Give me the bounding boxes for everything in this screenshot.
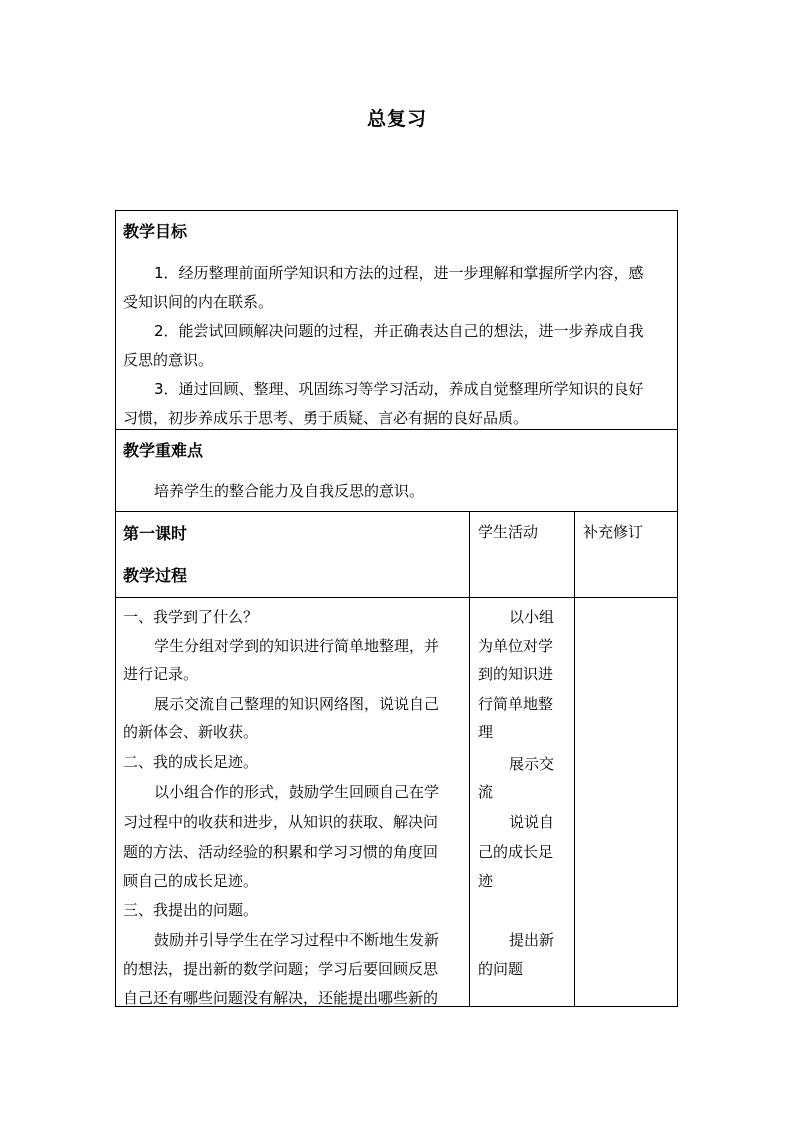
process-line: 进行记录。: [123, 665, 199, 683]
key-points-heading: 教学重难点: [123, 441, 204, 460]
objective-line: 反思的意识。: [123, 351, 214, 369]
revision-header: 补充修订: [583, 523, 644, 541]
row-divider: [115, 597, 678, 598]
objective-line: 受知识间的内在联系。: [123, 293, 274, 311]
column-divider: [469, 511, 470, 1007]
student-line: 说说自: [509, 813, 555, 831]
row-divider: [115, 429, 678, 430]
page-title: 总复习: [366, 108, 427, 130]
process-line: 展示交流自己整理的知识网络图，说说自己: [154, 695, 440, 713]
student-line: 以小组: [509, 608, 555, 626]
objectives-heading: 教学目标: [123, 222, 188, 241]
student-line: 为单位对学: [478, 637, 554, 655]
process-line: 以小组合作的形式，鼓励学生回顾自己在学: [154, 783, 440, 801]
student-line: 展示交: [509, 755, 555, 773]
student-line: 的问题: [478, 960, 524, 978]
process-line: 一、我学到了什么？: [123, 608, 259, 626]
process-line: 顾自己的成长足迹。: [123, 872, 259, 890]
key-points-text: 培养学生的整合能力及自我反思的意识。: [154, 482, 425, 500]
process-line: 自己还有哪些问题没有解决，还能提出哪些新的: [123, 989, 439, 1007]
student-line: 到的知识进: [478, 665, 554, 683]
objective-line: 1．经历整理前面所学知识和方法的过程，进一步理解和掌握所学内容，感: [154, 264, 644, 282]
student-line: 流: [478, 783, 494, 801]
student-line: 己的成长足: [478, 843, 554, 861]
student-line: 提出新: [509, 931, 555, 949]
process-line: 鼓励并引导学生在学习过程中不断地生发新: [154, 931, 440, 949]
process-heading: 教学过程: [123, 566, 188, 585]
period-label: 第一课时: [123, 524, 188, 543]
student-line: 迹: [478, 872, 494, 890]
process-line: 二、我的成长足迹。: [123, 753, 259, 771]
process-line: 三、我提出的问题。: [123, 901, 259, 919]
student-line: 行简单地整: [478, 695, 554, 713]
column-divider: [574, 511, 575, 1007]
objective-line: 3．通过回顾、整理、巩固练习等学习活动，养成自觉整理所学知识的良好: [154, 380, 644, 398]
process-line: 习过程中的收获和进步，从知识的获取、解决问: [123, 813, 439, 831]
objective-line: 习惯，初步养成乐于思考、勇于质疑、言必有据的良好品质。: [123, 409, 529, 427]
process-line: 题的方法、活动经验的积累和学习习惯的角度回: [123, 843, 439, 861]
objective-line: 2．能尝试回顾解决问题的过程，并正确表达自己的想法，进一步养成自我: [154, 322, 644, 340]
student-line: 理: [478, 723, 494, 741]
process-line: 学生分组对学到的知识进行简单地整理，并: [154, 637, 440, 655]
row-divider: [115, 511, 678, 512]
student-activity-header: 学生活动: [478, 523, 539, 541]
process-line: 的想法，提出新的数学问题；学习后要回顾反思: [123, 960, 439, 978]
process-line: 的新体会、新收获。: [123, 723, 259, 741]
